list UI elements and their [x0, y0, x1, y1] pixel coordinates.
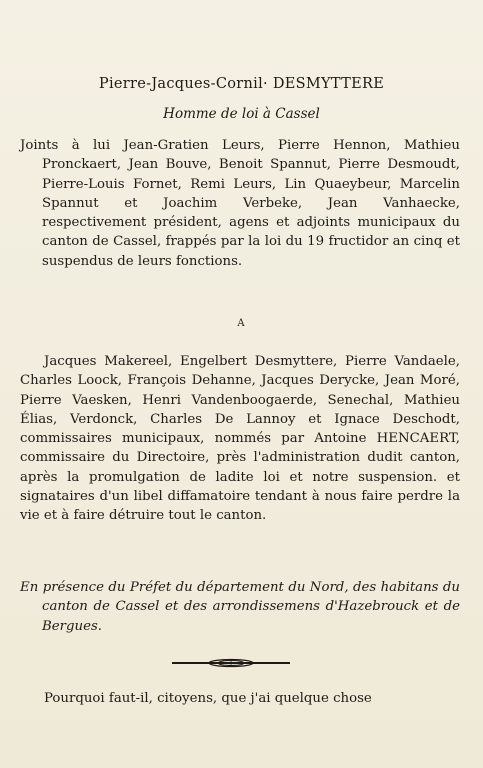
paragraph-commissioners: [20, 352, 460, 526]
page-title: Pierre-Jacques-Cornil· DESMYTTERE: [98, 76, 385, 92]
ornament-divider-icon: [172, 656, 290, 670]
paragraph-closing-text: Pourquoi faut-il, citoyens, que j'ai quelque chose: [44, 691, 372, 706]
page-subtitle: Homme de loi à Cassel: [163, 106, 320, 122]
paragraph-presence-text: En présence du Préfet du département du Nord, des habitans du canton de Cassel et des arrondissemens d'Hazebrouck et de Bergues.: [20, 580, 460, 634]
paragraph-presence: [20, 578, 460, 636]
paragraph-accused-text: Joints à lui Jean-Gratien Leurs, Pierre Hennon, Mathieu Pronckaert, Jean Bouve, Benoit Spannut, Pierre Desmoudt, Pierre-Louis Fornet, Remi Leurs, Lin Quaeybeur, Marcelin Spannut et Joachim Verbeke, Jean Vanhaecke, respectivement président, agens et adjoints municipaux du canton de Cassel, frappés par la loi du 19 fructidor an cinq et suspendus de leurs fonctions.: [20, 138, 460, 269]
paragraph-accused: [20, 136, 460, 271]
paragraph-closing: [20, 689, 460, 708]
paragraph-commissioners-text: Jacques Makereel, Engelbert Desmyttere, Pierre Vandaele, Charles Loock, François Dehanne, Jacques Derycke, Jean Moré, Pierre Vaesken, Henri Vandenboogaerde, Senechal, Mathieu Élias, Verdonck, Charles De Lannoy et Ignace Deschodt, commissaires municipaux, nommés par Antoine HENCAERT, commissaire du Directoire, près l'administration dudit canton, après la promulgation de ladite loi et notre suspension. et signataires d'un libel diffamatoire tendant à nous faire perdre la vie et à faire détruire tout le canton.: [20, 354, 460, 524]
separator-letter: A: [237, 318, 246, 329]
